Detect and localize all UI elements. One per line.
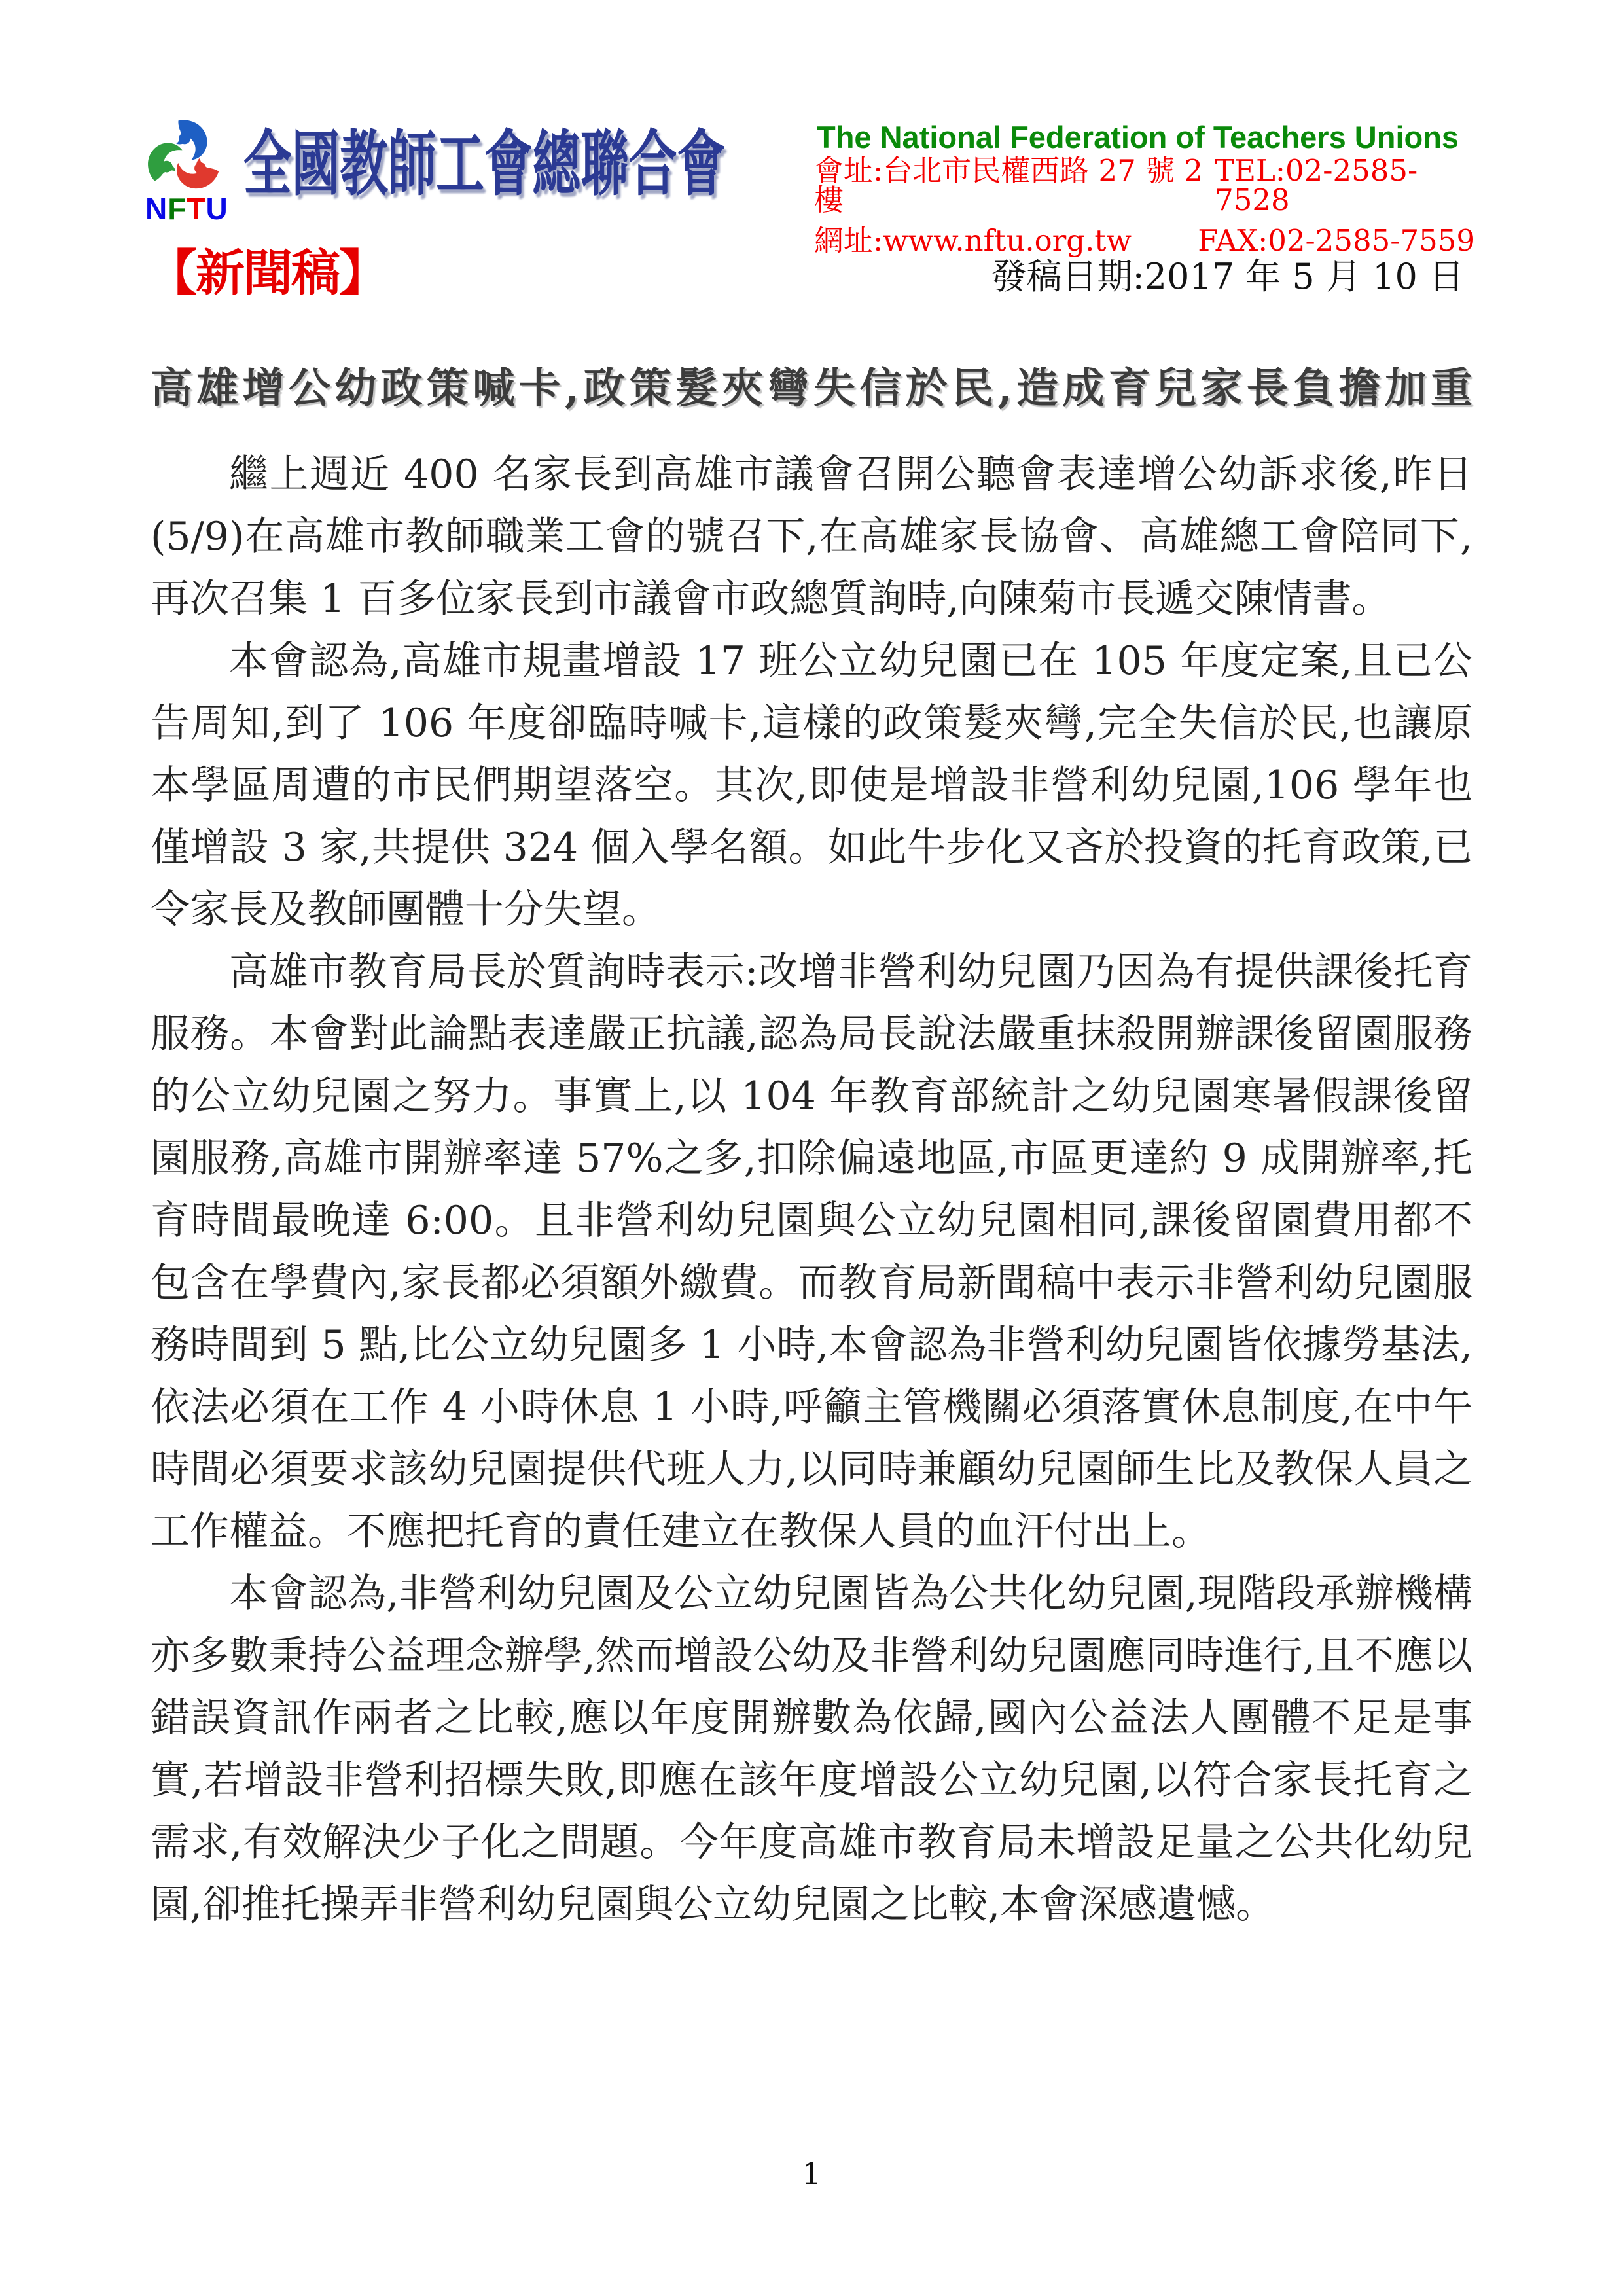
doc-type-label: 【新聞稿】: [148, 244, 387, 302]
contact-address: 會址:台北市民權西路 27 號 2 樓: [814, 153, 1203, 217]
headline: 高雄增公幼政策喊卡,政策髮夾彎失信於民,造成育兒家長負擔加重: [151, 364, 1472, 413]
nftu-letter: N: [145, 192, 168, 226]
contact-row-1: [814, 153, 1475, 217]
contact-block: [814, 153, 1475, 266]
contact-fax: FAX:02-2585-7559: [1198, 223, 1475, 258]
body-text: [151, 444, 1472, 1936]
page-number: 1: [802, 2156, 821, 2191]
nftu-letter: F: [168, 192, 187, 226]
contact-tel: TEL:02-2585-7528: [1215, 153, 1418, 217]
contact-website: 網址:www.nftu.org.tw: [814, 223, 1132, 258]
logo-figure-blue: [168, 117, 213, 163]
paragraph: 本會認為,非營利幼兒園及公立幼兒園皆為公共化幼兒園,現階段承辦機構亦多數秉持公益理念辦學,然而增設公幼及非營利幼兒園應同時進行,且不應以錯誤資訊作兩者之比較,應以年度開辦數為依歸,國內公益法人團體不足是事實,若增設非營利招標失敗,即應在該年度增設公立幼兒園,以符合家長托育之需求,有效解決少子化之問題。今年度高雄市教育局未增設足量之公共化幼兒園,卻推托操弄非營利幼兒園與公立幼兒園之比較,本會深感遺憾。: [151, 1571, 1472, 1928]
paragraph: 本會認為,高雄市規畫增設 17 班公立幼兒園已在 105 年度定案,且已公告周知,到了 106 年度卻臨時喊卡,這樣的政策髮夾彎,完全失信於民,也讓原本學區周遭的市民們期望落空。其次,即使是增設非營利幼兒園,106 學年也僅增設 3 家,共提供 324 個入學名額。如此牛步化又吝於投資的托育政策,已令家長及教師團體十分失望。: [151, 638, 1472, 933]
paragraph: 高雄市教育局長於質詢時表示:改增非營利幼兒園乃因為有提供課後托育服務。本會對此論點表達嚴正抗議,認為局長說法嚴重抹殺開辦課後留園服務的公立幼兒園之努力。事實上,以 104 年教育部統計之幼兒園寒暑假課後留園服務,高雄市開辦率達 57%之多,扣除偏遠地區,市區更達約 9 成開辦率,托育時間最晚達 6:00。且非營利幼兒園與公立幼兒園相同,課後留園費用都不包含在學費內,家長都必須額外繳費。而教育局新聞稿中表示非營利幼兒園服務時間到 5 點,比公立幼兒園多 1 小時,本會認為非營利幼兒園皆依據勞基法,依法必須在工作 4 小時休息 1 小時,呼籲主管機關必須落實休息制度,在中午時間必須要求該幼兒園提供代班人力,以同時兼顧幼兒園師生比及教保人員之工作權益。不應把托育的責任建立在教保人員的血汗付出上。: [151, 949, 1472, 1554]
contact-row-2: [814, 223, 1475, 258]
release-date: 發稿日期:2017 年 5 月 10 日: [991, 256, 1464, 297]
nftu-letter: T: [187, 192, 206, 226]
org-name-en: The National Federation of Teachers Unions: [817, 120, 1459, 154]
nftu-letter: U: [205, 192, 228, 226]
org-name-zh: 全國教師工會總聯合會: [243, 122, 726, 206]
nftu-triskelion-logo-icon: [145, 117, 223, 196]
paragraph: 繼上週近 400 名家長到高雄市議會召開公聽會表達增公幼訴求後,昨日(5/9)在高雄市教師職業工會的號召下,在高雄家長協會、高雄總工會陪同下,再次召集 1 百多位家長到市議會市政總質詢時,向陳菊市長遞交陳情書。: [151, 452, 1472, 622]
nftu-wordmark: [145, 194, 237, 224]
